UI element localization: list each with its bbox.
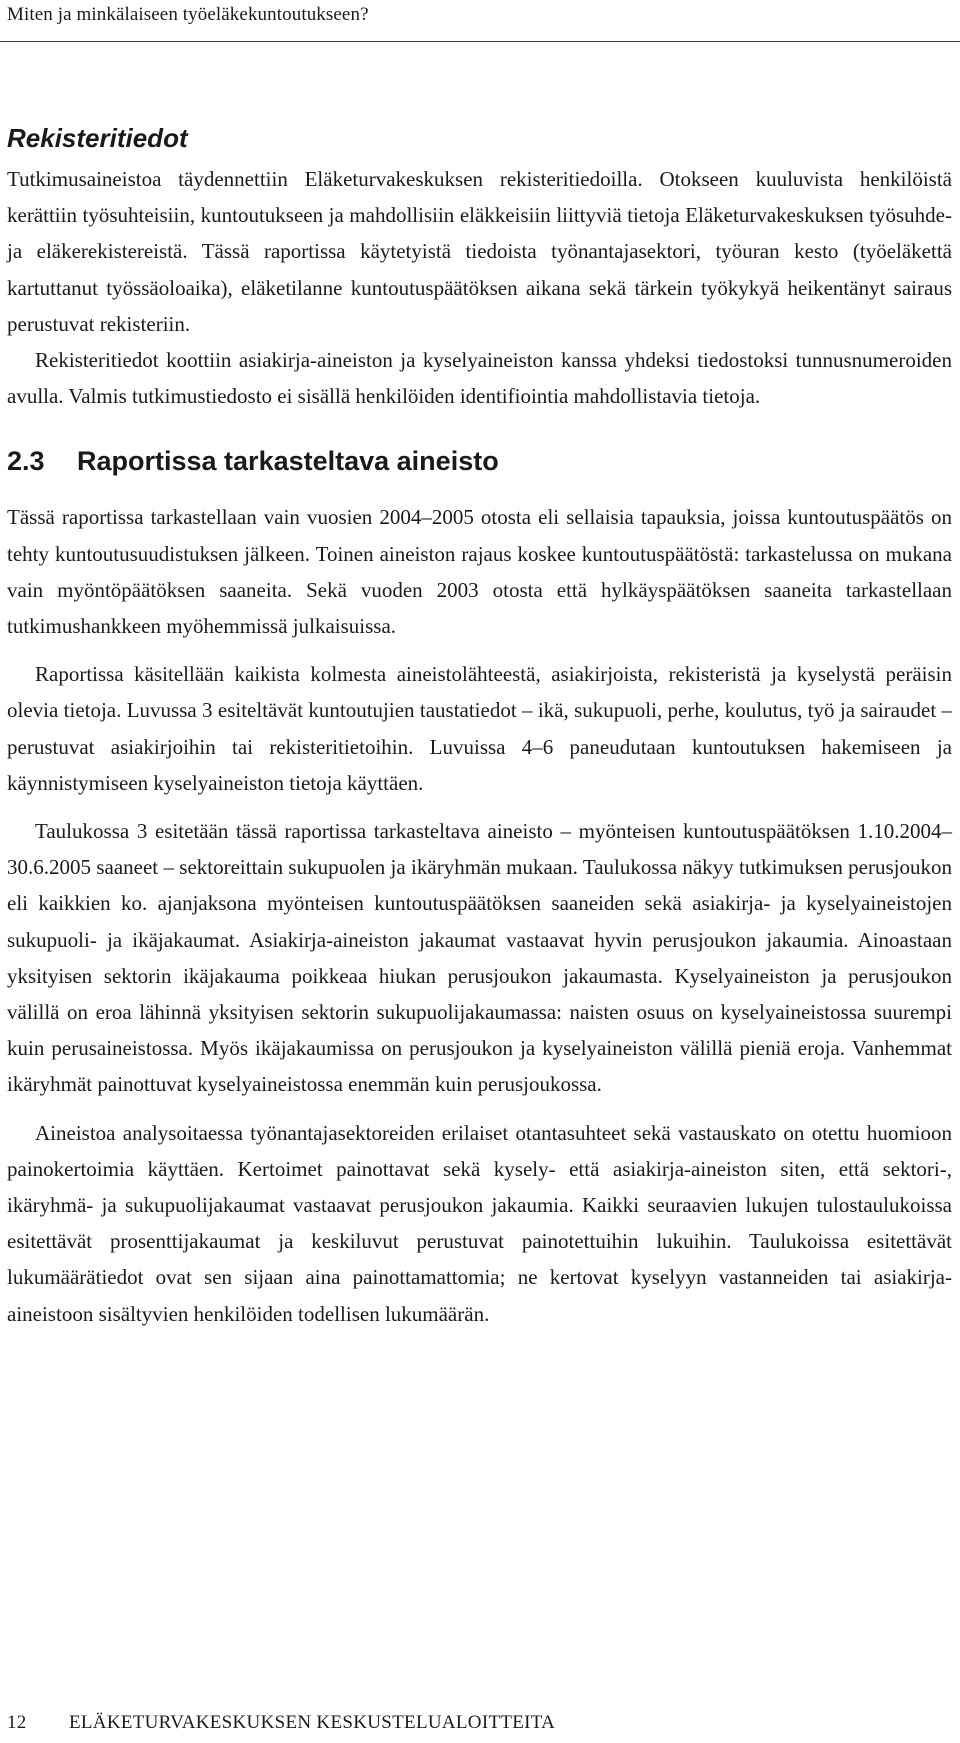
registry-paragraph-1: Tutkimusaineistoa täydennettiin Eläketurvakeskuksen rekisteritiedoilla. Otokseen kuuluvista henkilöistä kerättiin työsuhteisiin, kuntoutukseen ja mahdollisiin eläkkeisiin liittyviä tietoja Eläketurvakeskuksen työsuhde- ja eläkerekistereistä. Tässä raportissa käytetyistä tiedoista työnantajasektori, työuran kesto (työeläkettä kartuttanut työssäoloaika), eläketilanne kuntoutuspäätöksen aikana sekä tärkein työkykyä heikentänyt sairaus perustuvat rekisteriin. (7, 167, 952, 336)
registry-paragraph-2: Rekisteritiedot koottiin asiakirja-aineiston ja kyselyaineiston kanssa yhdeksi tiedostoksi tunnusnumeroiden avulla. Valmis tutkimustiedosto ei sisällä henkilöiden identifiointia mahdollistavia tietoja. (7, 348, 952, 409)
section-heading (7, 441, 952, 481)
header-divider (0, 41, 960, 42)
page-number: 12 (7, 1712, 27, 1733)
section-paragraph-2: Raportissa käsitellään kaikista kolmesta aineistolähteestä, asiakirjoista, rekisteristä ja kyselystä peräisin olevia tietoja. Luvussa 3 esiteltävät kuntoutujien taustatiedot – ikä, sukupuoli, perhe, koulutus, työ ja sairaudet – perustuvat asiakirjoihin tai rekisteritietoihin. Luvuissa 4–6 paneudutaan kuntoutuksen hakemiseen ja käynnistymiseen kyselyaineiston tietoja käyttäen. (7, 662, 952, 795)
running-header: Miten ja minkälaiseen työeläkekuntoutukseen? (7, 4, 369, 25)
section-title: Raportissa tarkasteltava aineisto (77, 446, 499, 477)
section-paragraph-4: Aineistoa analysoitaessa työnantajasektoreiden erilaiset otantasuhteet sekä vastauskato on otettu huomioon painokertoimia käyttäen. Kertoimet painottavat sekä kysely- että asiakirja-aineiston siten, että sektori-, ikäryhmä- ja sukupuolijakaumat vastaavat perusjoukon jakaumia. Kaikki seuraavien lukujen tulostaulukoissa esitettävät prosenttijakaumat ja keskiluvut perustuvat painotettuihin lukuihin. Taulukoissa esitettävät lukumäärätiedot ovat sen sijaan aina painottamattomia; ne kertovat kyselyyn vastanneiden tai asiakirja-aineistoon sisältyvien henkilöiden todellisen lukumäärän. (7, 1120, 952, 1326)
section-paragraph-1: Tässä raportissa tarkastellaan vain vuosien 2004–2005 otosta eli sellaisia tapauksia, joissa kuntoutuspäätös on tehty kuntoutusuudistuksen jälkeen. Toinen aineiston rajaus koskee kuntoutuspäätöstä: tarkastelussa on mukana vain myöntöpäätöksen saaneita. Sekä vuoden 2003 otosta että hylkäyspäätöksen saaneita tarkastellaan tutkimushankkeen myöhemmissä julkaisuissa. (7, 505, 952, 639)
section-number: 2.3 (7, 446, 45, 477)
page-body (7, 115, 952, 1332)
series-title: ELÄKETURVAKESKUKSEN KESKUSTELUALOITTEITA (69, 1712, 556, 1733)
section-paragraph-3: Taulukossa 3 esitetään tässä raportissa tarkasteltava aineisto – myönteisen kuntoutuspäätöksen 1.10.2004–30.6.2005 saaneet – sektoreittain sukupuolen ja ikäryhmän mukaan. Taulukossa näkyy tutkimuksen perusjoukon eli kaikkien ko. ajanjaksona myönteisen kuntoutuspäätöksen saaneiden sekä asiakirja- ja kyselyaineistojen sukupuoli- ja ikäjakaumat. Asiakirja-aineiston jakaumat vastaavat hyvin perusjoukon jakaumia. Ainoastaan yksityisen sektorin ikäjakauma poikkeaa hiukan perusjoukon jakaumasta. Kyselyaineiston ja perusjoukon välillä on eroa lähinnä yksityisen sektorin sukupuolijakaumassa: naisten osuus on kyselyaineistossa suurempi kuin perusaineistossa. Myös ikäjakaumissa on perusjoukon ja kyselyaineiston välillä pieniä eroja. Vanhemmat ikäryhmät painottuvat kyselyaineistossa enemmän kuin perusjoukossa. (7, 819, 952, 1097)
subsection-title-registry: Rekisteritiedot (7, 123, 188, 153)
